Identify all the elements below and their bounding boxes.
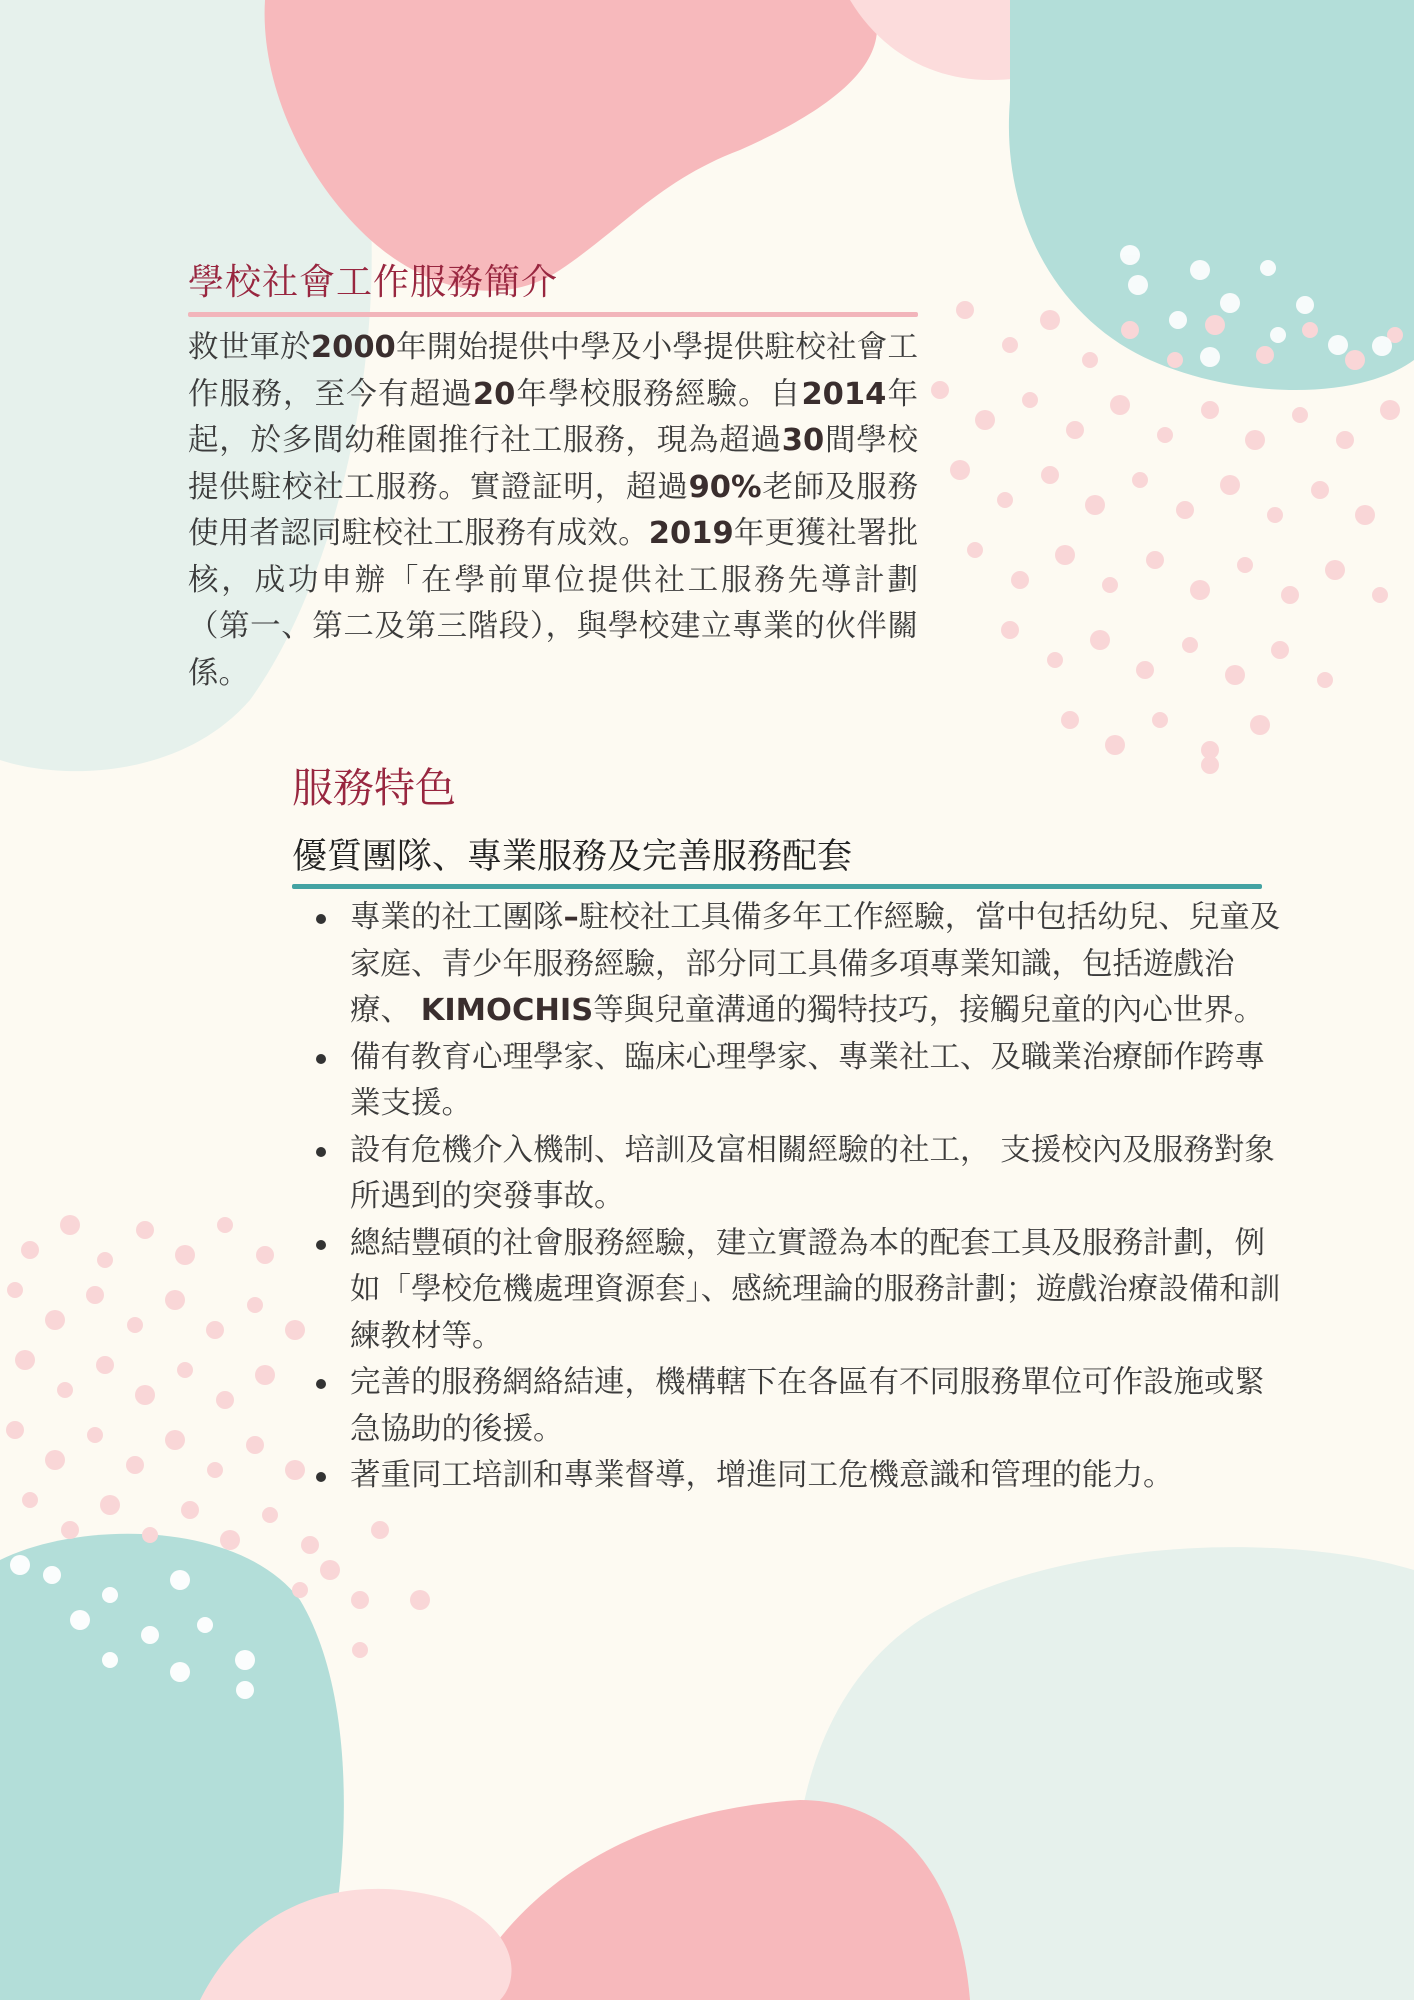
features-subtitle-underline <box>292 884 1262 889</box>
intro-schools-30: 30 <box>781 423 825 458</box>
bullet-icon <box>316 1147 326 1157</box>
intro-title: 學校社會工作服務簡介 <box>188 262 559 303</box>
feature-text: 駐校社工具備多年工作經驗，當中包括幼兒、兒童及家庭、青少年服務經驗，部分同工具備多項專業知識，包括遊戲治療、 <box>350 900 1281 1028</box>
feature-text: 完善的服務網絡結連，機構轄下在各區有不同服務單位可作設施或緊急協助的後援。 <box>350 1365 1265 1447</box>
feature-text: 專業的社工團隊 <box>350 900 564 935</box>
bullet-icon <box>316 1054 326 1064</box>
intro-text-1: 救世軍於 <box>188 330 311 365</box>
intro-text-3: 年學校服務經驗。自 <box>515 376 802 412</box>
intro-text-7: 年更獲社署批核，成功申辦「在學前單位提供社工服務先導計劃（第一、第二及第三階段），與學校建立專業的伙伴關係。 <box>188 516 919 691</box>
feature-item-crisis <box>292 1128 1282 1221</box>
feature-text: 等與兒童溝通的獨特技巧，接觸兒童的內心世界。 <box>593 993 1265 1028</box>
features-section <box>292 758 1282 1500</box>
feature-item-training <box>292 1453 1282 1500</box>
bullet-icon <box>316 1472 326 1482</box>
intro-paragraph <box>188 325 918 697</box>
intro-text-2: 年開始提供中學及小學提供駐校社會工作服務，至今有超過 <box>188 330 919 412</box>
feature-item-tools <box>292 1221 1282 1361</box>
feature-text: 設有危機介入機制、培訓及富相關經驗的社工， 支援校內及服務對象所遇到的突發事故。 <box>350 1132 1275 1214</box>
intro-text-5: 間學校提供駐校社工服務。實證証明，超過 <box>188 423 919 505</box>
intro-section <box>188 258 928 697</box>
intro-years-20: 20 <box>472 376 516 412</box>
features-list <box>292 895 1282 1500</box>
intro-year-2019: 2019 <box>648 516 734 551</box>
feature-item-team <box>292 895 1282 1035</box>
intro-text-6: 老師及服務使用者認同駐校社工服務有成效。 <box>188 469 919 551</box>
feature-dash: – <box>563 900 579 935</box>
feature-text: 總結豐碩的社會服務經驗，建立實證為本的配套工具及服務計劃，例如「學校危機處理資源套」、感統理論的服務計劃；遊戲治療設備和訓練教材等。 <box>350 1225 1281 1354</box>
bullet-icon <box>316 1379 326 1389</box>
feature-item-support <box>292 1035 1282 1128</box>
feature-text: 著重同工培訓和專業督導，增進同工危機意識和管理的能力。 <box>350 1458 1174 1493</box>
features-title: 服務特色 <box>292 764 456 812</box>
intro-title-underline <box>188 312 918 317</box>
bullet-icon <box>316 1240 326 1250</box>
feature-text: 備有教育心理學家、臨床心理學家、專業社工、及職業治療師作跨專業支援。 <box>350 1039 1265 1121</box>
bullet-icon <box>316 914 326 924</box>
feature-item-network <box>292 1360 1282 1453</box>
intro-percent-90: 90% <box>688 469 762 505</box>
intro-text-4: 年起，於多間幼稚園推行社工服務，現為超過 <box>188 376 919 458</box>
intro-year-2000: 2000 <box>310 330 396 365</box>
intro-year-2014: 2014 <box>801 376 887 412</box>
features-subtitle: 優質團隊、專業服務及完善服務配套 <box>292 837 853 877</box>
feature-kimochis: KIMOCHIS <box>420 993 594 1028</box>
